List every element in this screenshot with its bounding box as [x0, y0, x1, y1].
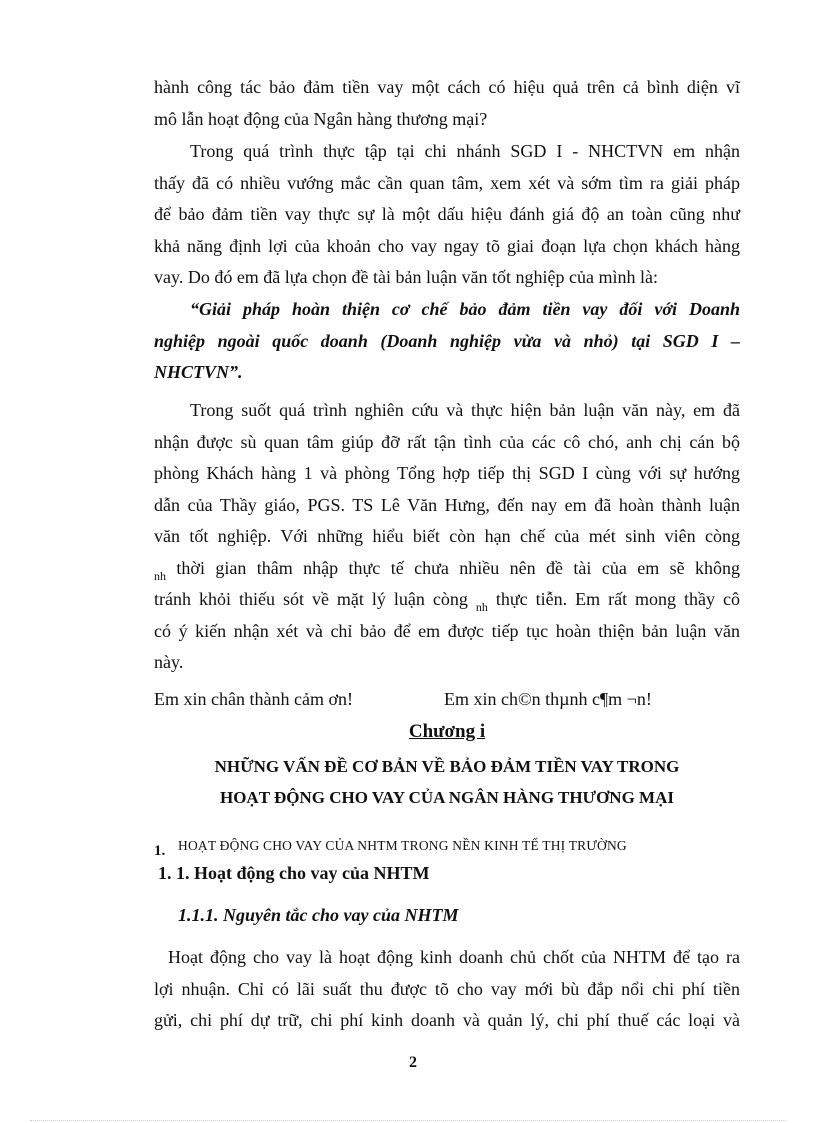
text-line: hành công tác bảo đảm tiền vay một cách có hiệu quả trên cả bình diện vĩ — [154, 77, 740, 97]
thanks-text-legacy-encoding: Em xin ch©n thµnh c¶m ¬n! — [444, 689, 652, 709]
subsection-title: 1. 1. Hoạt động cho vay của NHTM — [158, 863, 430, 883]
section-title: HOẠT ĐỘNG CHO VAY CỦA NHTM TRONG NỀN KINH TẾ THỊ TRƯỜNG — [178, 838, 627, 853]
text-line — [154, 584, 740, 616]
text-line: vay. Do đó em đã lựa chọn đề tài bản luận văn tốt nghiệp của mình là: — [154, 267, 658, 287]
chapter-label: Chương i — [408, 721, 486, 742]
text-line: dẫn của Thầy giáo, PGS. TS Lê Văn Hưng, đến nay em đã hoàn thành luận — [154, 494, 740, 515]
text-fragment: tránh khỏi thiếu sót về mặt lý luận còng — [154, 589, 468, 609]
paragraph-acknowledgement — [154, 395, 740, 679]
subscript-fragment: nh — [154, 568, 166, 583]
thanks-text: Em xin chân thành cảm ơn! — [154, 689, 353, 709]
text-line: có ý kiến nhận xét và chỉ bảo để em được tiếp tục hoàn thiện bản luận văn — [154, 620, 740, 641]
text-line — [154, 553, 740, 585]
text-line: “Giải pháp hoàn thiện cơ chế bảo đảm tiền vay đối với Doanh — [190, 299, 740, 319]
page-number: 2 — [409, 1054, 417, 1071]
text-line: gửi, chi phí dự trữ, chi phí kinh doanh và quản lý, chi phí thuế các loại và — [154, 1010, 740, 1030]
text-line: khả năng định lợi của khoản cho vay ngay tõ giai đoạn lựa chọn khách hàng — [154, 235, 740, 256]
chapter-title-line-2: HOẠT ĐỘNG CHO VAY CỦA NGÂN HÀNG THƯƠNG MẠI — [219, 788, 674, 807]
text-line: nhận được sù quan tâm giúp đỡ rất tận tình của các cô chó, anh chị cán bộ — [154, 431, 740, 452]
page-bottom-border — [30, 1120, 786, 1121]
text-fragment: thời gian thâm nhập thực tế chưa nhiều nên đề tài của em sẽ không — [176, 557, 741, 578]
text-line: văn tốt nghiệp. Với những hiểu biết còn hạn chế của mét sinh viên còng — [154, 526, 740, 546]
chapter-title-line-1: NHỮNG VẤN ĐỀ CƠ BẢN VỀ BẢO ĐẢM TIỀN VAY TRONG — [214, 757, 680, 776]
section-number: 1. — [154, 843, 166, 859]
text-line: Hoạt động cho vay là hoạt động kinh doanh chủ chốt của NHTM để tạo ra — [168, 947, 740, 967]
paragraph-lending-activity — [154, 942, 740, 1037]
subsubsection-title: 1.1.1. Nguyên tắc cho vay của NHTM — [178, 905, 459, 925]
text-line: thấy đã có nhiều vướng mắc cần quan tâm, xem xét và sớm tìm ra giải pháp — [154, 172, 740, 193]
paragraph-intro — [154, 72, 740, 135]
text-line: Trong suốt quá trình nghiên cứu và thực hiện bản luận văn này, em đã — [190, 400, 740, 420]
text-line: nghiệp ngoài quốc doanh (Doanh nghiệp vừa và nhỏ) tại SGD I – — [154, 330, 740, 351]
subscript-fragment: nh — [475, 600, 488, 614]
text-line: phòng Khách hàng 1 và phòng Tổng hợp tiếp thị SGD I cùng với sự hướng — [154, 463, 740, 483]
paragraph-internship — [154, 136, 740, 294]
text-line: này. — [154, 652, 184, 672]
text-line: mô lẫn hoạt động của Ngân hàng thương mại? — [154, 108, 488, 129]
thesis-title — [154, 294, 740, 389]
text-line: NHCTVN”. — [154, 362, 243, 382]
text-line: để bảo đảm tiền vay thực sự là một dấu hiệu đánh giá độ an toàn cũng như — [154, 204, 740, 224]
text-fragment: thực tiễn. Em rất mong thầy cô — [495, 589, 741, 609]
text-line: Trong quá trình thực tập tại chi nhánh SGD I - NHCTVN em nhận — [190, 141, 740, 161]
text-line: lợi nhuận. Chỉ có lãi suất thu được tõ cho vay mới bù đắp nổi chi phí tiền — [154, 978, 740, 999]
